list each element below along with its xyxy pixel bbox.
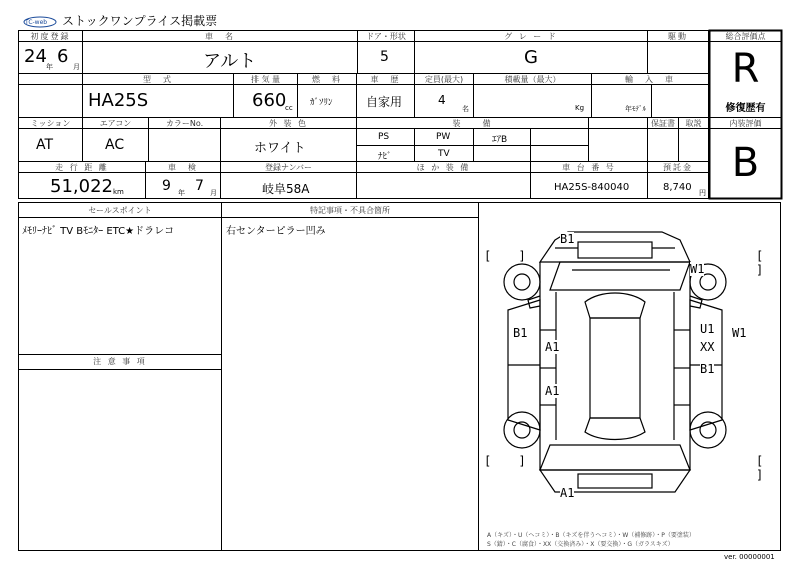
bracket-left-bottom: [ ] — [484, 454, 536, 468]
capacity-unit: 名 — [462, 105, 469, 113]
hdr-equipment: 装 備 — [452, 119, 493, 128]
color-value: ホワイト — [254, 141, 306, 156]
overall-note: 修復歴有 — [725, 103, 766, 114]
notes-text: 右センターピラー凹み — [226, 226, 326, 237]
mission-value: AT — [36, 137, 54, 153]
hdr-door-shape: ドア・形状 — [366, 32, 406, 41]
hdr-color-no: カラーNo. — [165, 119, 204, 128]
hdr-history: 車 歴 — [370, 75, 401, 84]
aircon-value: AC — [105, 137, 125, 153]
legend-line-2: S（錆）・C（腐食）・XX（交換済み）・X（要交換）・G（ガラスキズ） — [487, 541, 674, 548]
hdr-plate: 登録ナンバー — [264, 163, 313, 172]
hdr-sales-points: セールスポイント — [88, 206, 152, 215]
version-label: ver. 00000001 — [724, 553, 775, 561]
hdr-fuel: 燃 料 — [312, 75, 342, 84]
hdr-manual: 取説 — [685, 119, 702, 128]
equip-navi: ﾅﾋﾞ — [378, 152, 392, 162]
mark-right-side: W1 — [732, 326, 747, 340]
equip-airbag: ｴｱB — [492, 135, 508, 145]
hdr-caution: 注 意 事 項 — [93, 357, 147, 366]
mark-left-front-door: A1 — [545, 340, 560, 354]
inspection-year-unit: 年 — [178, 189, 185, 197]
hdr-aircon: エアコン — [99, 119, 132, 128]
logo-text: TC-web — [25, 19, 48, 26]
chassis-value: HA25S-840040 — [554, 182, 630, 193]
inspection-month-unit: 月 — [210, 189, 217, 197]
hdr-notes: 特記事項・不具合箇所 — [310, 206, 390, 215]
hdr-mission: ミッション — [30, 119, 71, 128]
legend-line-1: A（キズ）・U（ヘコミ）・B（キズを伴うヘコミ）・W（補修跡）・P（要塗装） — [487, 532, 695, 539]
bracket-right-bottom: [ ] — [756, 454, 774, 482]
hdr-chassis: 車 台 番 号 — [562, 163, 616, 172]
mark-rear-bumper: A1 — [560, 486, 575, 500]
import-unit: 年ﾓﾃﾞﾙ — [625, 105, 646, 113]
hdr-displacement: 排 気 量 — [250, 75, 281, 84]
mark-right-front-wheel: W1 — [690, 262, 705, 276]
hdr-mileage: 走 行 距 離 — [55, 163, 109, 172]
mark-left-rear-door: A1 — [545, 384, 560, 398]
hdr-capacity: 定員(最大) — [424, 75, 464, 84]
hdr-import: 輸 入 車 — [625, 75, 675, 84]
model-value: HA25S — [88, 90, 149, 111]
hdr-inspection: 車 検 — [168, 163, 198, 172]
displacement-unit: cc — [285, 104, 293, 112]
grade-value: G — [524, 47, 538, 68]
hdr-model: 型 式 — [143, 75, 173, 84]
inspection-year: 9 — [162, 178, 171, 194]
load-unit: Kg — [575, 104, 585, 112]
equip-pw: PW — [436, 132, 451, 142]
hdr-overall: 総合評価点 — [725, 32, 766, 41]
door-value: 5 — [380, 49, 389, 65]
displacement-value: 660 — [252, 90, 287, 111]
hdr-first-reg: 初度登録 — [30, 32, 71, 41]
reg-month-unit: 月 — [73, 63, 80, 71]
sales-points-text: ﾒﾓﾘｰﾅﾋﾞ TV Bﾓﾆﾀｰ ETC★ドラレコ — [22, 226, 175, 237]
mark-right-pillar-replaced: XX — [700, 340, 715, 354]
page-title: ストックワンプライス掲載票 — [62, 14, 218, 28]
hdr-other-equip: ほ か 装 備 — [416, 163, 471, 172]
interior-score: B — [731, 140, 760, 186]
car-name-value: アルト — [203, 51, 257, 72]
hdr-car-name: 車 名 — [205, 32, 235, 41]
plate-value: 岐阜58A — [262, 182, 310, 196]
inspection-month: 7 — [195, 178, 204, 194]
overall-score: R — [731, 46, 760, 92]
mark-right-pillar: U1 — [700, 322, 715, 336]
bracket-right-top: [ ] — [756, 249, 774, 277]
reg-year-unit: 年 — [46, 63, 53, 71]
hdr-load: 積載量（最大） — [504, 75, 561, 84]
mileage-unit: km — [113, 188, 124, 196]
hdr-ext-color: 外 装 色 — [268, 119, 309, 128]
history-value: 自家用 — [366, 95, 403, 109]
mileage-value: 51,022 — [50, 176, 113, 197]
hdr-drive: 駆動 — [668, 32, 688, 41]
fuel-value: ｶﾞｿﾘﾝ — [310, 98, 333, 108]
mark-front-bumper: B1 — [560, 232, 575, 246]
hdr-interior: 内装評価 — [729, 119, 762, 128]
capacity-value: 4 — [438, 93, 446, 107]
reg-year: 24 — [24, 46, 47, 67]
reg-month: 6 — [57, 46, 69, 67]
hdr-warranty: 保証書 — [651, 119, 675, 128]
equip-tv: TV — [438, 149, 450, 159]
hdr-deposit: 預託金 — [663, 163, 693, 172]
deposit-unit: 円 — [699, 189, 706, 197]
deposit-value: 8,740 — [663, 182, 692, 193]
mark-right-rear-door: B1 — [700, 362, 715, 376]
mark-left-side: B1 — [513, 326, 528, 340]
bracket-left-top: [ ] — [484, 249, 536, 263]
equip-ps: PS — [378, 132, 390, 142]
hdr-grade: グ レ ー ド — [504, 32, 558, 41]
